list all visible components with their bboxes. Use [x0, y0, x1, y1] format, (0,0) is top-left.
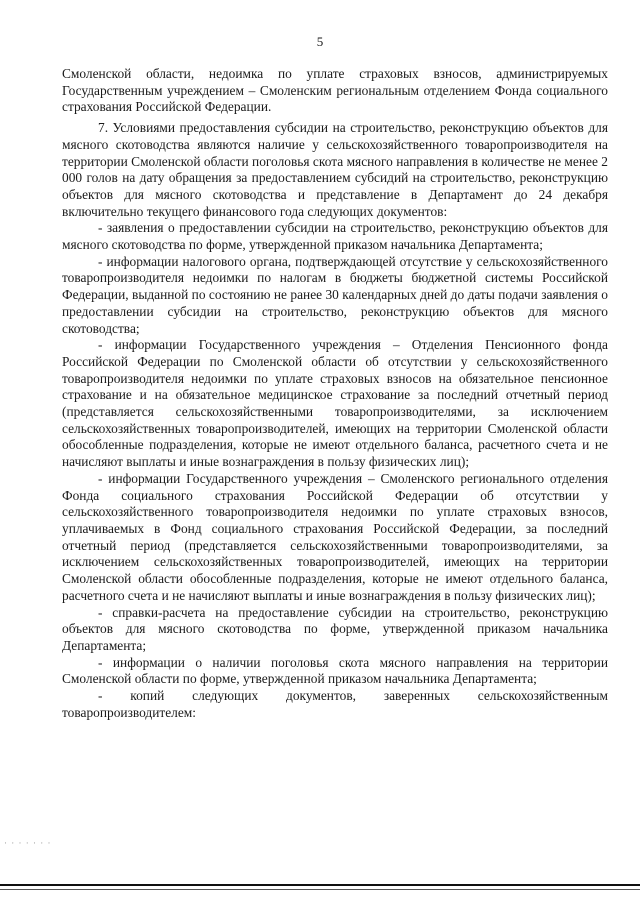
- list-item-livestock-info: - информации о наличии поголовья скота мясного направления на территории Смоленской области по форме, утвержденной приказом начальника Департамента;: [62, 654, 608, 687]
- paragraph-item-7: 7. Условиями предоставления субсидии на строительство, реконструкцию объектов для мясного скотоводства являются наличие у сельскохозяйственного товаропроизводителя на территории Смоленской области поголовья скота мясного направления в количестве не менее 2 000 голов на дату обращения за предоставлением субсидий на строительство, реконструкцию объектов для мясного скотоводства и представление в Департамент до 24 декабря включительно текущего финансового года следующих документов:: [62, 120, 608, 219]
- document-body: [62, 66, 608, 721]
- scan-edge-line: [0, 884, 640, 886]
- paragraph-continuation: Смоленской области, недоимка по уплате страховых взносов, администрируемых Государственным учреждением – Смоленским региональным отделением Фонда социального страхования Российской Федерации.: [62, 66, 608, 115]
- scan-artifact: · · · · · · ·: [4, 838, 52, 848]
- list-item-application: - заявления о предоставлении субсидии на строительство, реконструкцию объектов для мясного скотоводства по форме, утвержденной приказом начальника Департамента;: [62, 220, 608, 253]
- scan-edge-line-thin: [0, 889, 640, 890]
- page-number: 5: [316, 34, 324, 49]
- list-item-pension-fund-info: - информации Государственного учреждения – Отделения Пенсионного фонда Российской Федерации по Смоленской области об отсутствии у сельскохозяйственного товаропроизводителя недоимки по уплате страховых взносов на обязательное пенсионное страхование и на обязательное медицинское страхование за последний отчетный период (представляется сельскохозяйственными товаропроизводителями, за исключением сельскохозяйственных товаропроизводителей, имеющих на территории Смоленской области обособленные подразделения, которые не имеют отдельного баланса, расчетного счета и не начисляют выплаты и иные вознаграждения в пользу физических лиц);: [62, 337, 608, 470]
- list-item-calculation-certificate: - справки-расчета на предоставление субсидии на строительство, реконструкцию объектов для мясного скотоводства по форме, утвержденной приказом начальника Департамента;: [62, 604, 608, 653]
- list-item-tax-info: - информации налогового органа, подтверждающей отсутствие у сельскохозяйственного товаропроизводителя недоимки по налогам в бюджеты бюджетной системы Российской Федерации, выданной по состоянию не ранее 30 календарных дней до даты подачи заявления о предоставлении субсидии на строительство, реконструкцию объектов для мясного скотоводства;: [62, 253, 608, 336]
- list-item-social-insurance-info: - информации Государственного учреждения – Смоленского регионального отделения Фонда социального страхования Российской Федерации об отсутствии у сельскохозяйственного товаропроизводителя недоимки по уплате страховых взносов, уплачиваемых в Фонд социального страхования Российской Федерации, за последний отчетный период (представляется сельскохозяйственными товаропроизводителями, за исключением сельскохозяйственных товаропроизводителей, имеющих на территории Смоленской области обособленные подразделения, которые не имеют отдельного баланса, расчетного счета и не начисляют выплаты и иные вознаграждения в пользу физических лиц);: [62, 470, 608, 603]
- list-item-document-copies: - копий следующих документов, заверенных сельскохозяйственным товаропроизводителем:: [62, 688, 608, 720]
